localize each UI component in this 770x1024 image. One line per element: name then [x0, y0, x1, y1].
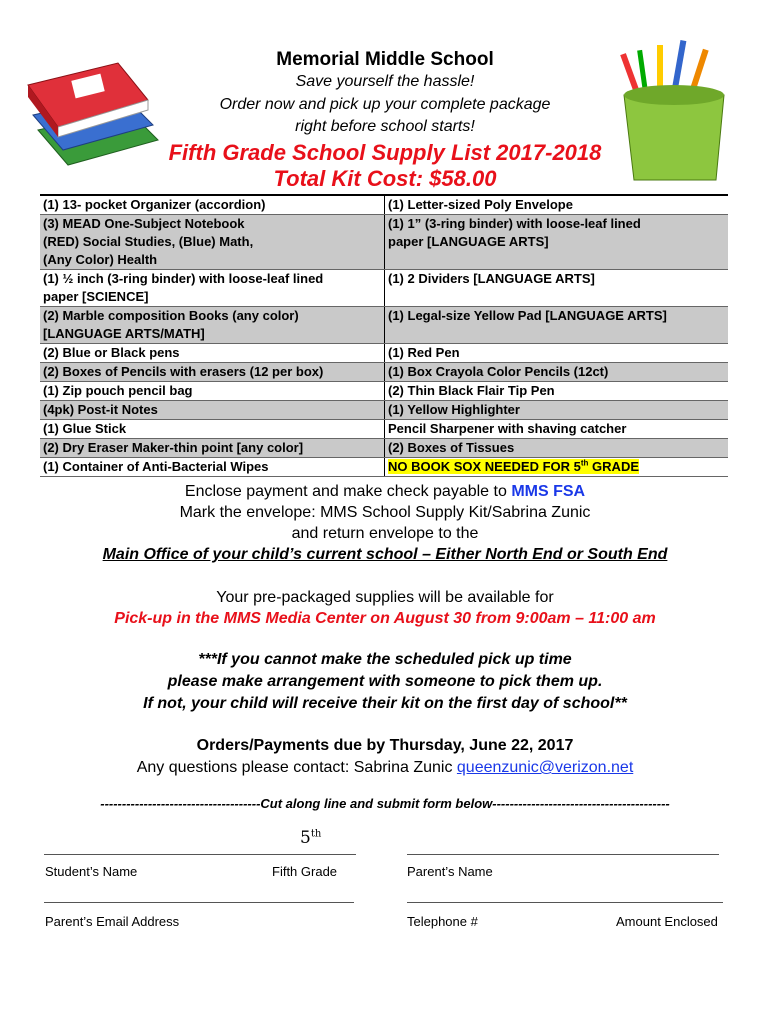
notice-2: please make arrangement with someone to pick them up. — [167, 673, 603, 690]
supply-item-left: (2) Dry Eraser Maker-thin point [any color] — [40, 439, 385, 458]
payment-destination: Main Office of your child’s current school – Either North End or South End — [102, 546, 668, 563]
supply-item-right: (1) 2 Dividers [LANGUAGE ARTS] — [385, 270, 729, 307]
supply-row — [40, 344, 728, 363]
supply-row — [40, 215, 728, 270]
tagline-2: Order now and pick up your complete package — [219, 96, 551, 113]
contact-email-link[interactable]: queenzunic@verizon.net — [456, 759, 634, 776]
list-title: Fifth Grade School Supply List 2017-2018 — [168, 140, 602, 165]
supply-item-right — [385, 458, 729, 477]
supply-item-left: (1) ½ inch (3-ring binder) with loose-leaf lined paper [SCIENCE] — [40, 270, 385, 307]
grade-suffix: th — [310, 828, 322, 840]
supply-item-left: (3) MEAD One-Subject Notebook (RED) Social Studies, (Blue) Math, (Any Color) Health — [40, 215, 385, 270]
grade-value[interactable] — [300, 828, 321, 848]
payment-line-1 — [0, 481, 770, 502]
payment-line-3: and return envelope to the — [291, 525, 479, 542]
supply-row — [40, 195, 728, 215]
fifth-grade-label: Fifth Grade — [272, 864, 338, 879]
supply-row — [40, 307, 728, 344]
parent-name-field[interactable] — [407, 854, 719, 855]
student-name-field[interactable] — [44, 854, 356, 855]
pickup-line-1: Your pre-packaged supplies will be available for — [216, 589, 554, 606]
content-flow — [0, 194, 770, 939]
no-sox-sup: th — [580, 458, 589, 468]
supply-item-right: (1) 1” (3-ring binder) with loose-leaf lined paper [LANGUAGE ARTS] — [385, 215, 729, 270]
supply-row — [40, 401, 728, 420]
no-sox-grade: GRADE — [588, 459, 639, 474]
supply-row — [40, 458, 728, 477]
supply-row — [40, 382, 728, 401]
supply-item-left: (1) Container of Anti-Bacterial Wipes — [40, 458, 385, 477]
supply-item-right: (1) Red Pen — [385, 344, 729, 363]
supply-item-left: (4pk) Post-it Notes — [40, 401, 385, 420]
telephone-amount-field[interactable] — [407, 902, 723, 903]
supply-item-right: (2) Thin Black Flair Tip Pen — [385, 382, 729, 401]
contact-line — [0, 757, 770, 779]
supply-item-right: Pencil Sharpener with shaving catcher — [385, 420, 729, 439]
payment-line-2: Mark the envelope: MMS School Supply Kit/Sabrina Zunic — [179, 504, 591, 521]
supply-item-right: (1) Legal-size Yellow Pad [LANGUAGE ARTS] — [385, 307, 729, 344]
payment-text: Enclose payment and make check payable to — [184, 483, 512, 500]
supply-item-left: (1) Zip pouch pencil bag — [40, 382, 385, 401]
supply-row — [40, 439, 728, 458]
parent-email-label: Parent’s Email Address — [45, 914, 180, 929]
supply-item-left: (1) 13- pocket Organizer (accordion) — [40, 195, 385, 215]
supply-row — [40, 270, 728, 307]
supply-item-left: (2) Boxes of Pencils with erasers (12 per box) — [40, 363, 385, 382]
school-name: Memorial Middle School — [276, 49, 494, 70]
student-name-label: Student’s Name — [45, 864, 138, 879]
grade-number: 5 — [300, 828, 311, 848]
supply-item-right: (1) Box Crayola Color Pencils (12ct) — [385, 363, 729, 382]
supply-item-right: (1) Letter-sized Poly Envelope — [385, 195, 729, 215]
supply-table — [40, 194, 728, 477]
no-book-sox-note — [388, 459, 639, 474]
tagline-1: Save yourself the hassle! — [295, 73, 475, 90]
tagline-3: right before school starts! — [295, 118, 475, 135]
supply-item-left: (2) Blue or Black pens — [40, 344, 385, 363]
supply-item-left: (2) Marble composition Books (any color) [LANGUAGE ARTS/MATH] — [40, 307, 385, 344]
payee: MMS FSA — [511, 483, 586, 500]
due-date: Orders/Payments due by Thursday, June 22, 2017 — [196, 737, 574, 754]
supply-item-right: (1) Yellow Highlighter — [385, 401, 729, 420]
amount-label: Amount Enclosed — [616, 914, 718, 929]
notice-3: If not, your child will receive their kit on the first day of school** — [143, 695, 627, 712]
supply-row — [40, 420, 728, 439]
parent-name-label: Parent’s Name — [407, 864, 493, 879]
notice-1: ***If you cannot make the scheduled pick up time — [198, 651, 572, 668]
telephone-label: Telephone # — [407, 914, 478, 929]
parent-email-field[interactable] — [44, 902, 354, 903]
order-form — [0, 824, 770, 939]
kit-cost: Total Kit Cost: $58.00 — [273, 166, 497, 191]
cut-line: -------------------------------------Cut along line and submit form below----------------------------------------- — [100, 796, 670, 811]
supply-item-left: (1) Glue Stick — [40, 420, 385, 439]
contact-text: Any questions please contact: Sabrina Zunic — [136, 759, 457, 776]
no-sox-text: NO BOOK SOX NEEDED FOR 5 — [388, 459, 581, 474]
pickup-line-2: Pick-up in the MMS Media Center on August 30 from 9:00am – 11:00 am — [114, 610, 656, 627]
supply-item-right: (2) Boxes of Tissues — [385, 439, 729, 458]
supply-row — [40, 363, 728, 382]
